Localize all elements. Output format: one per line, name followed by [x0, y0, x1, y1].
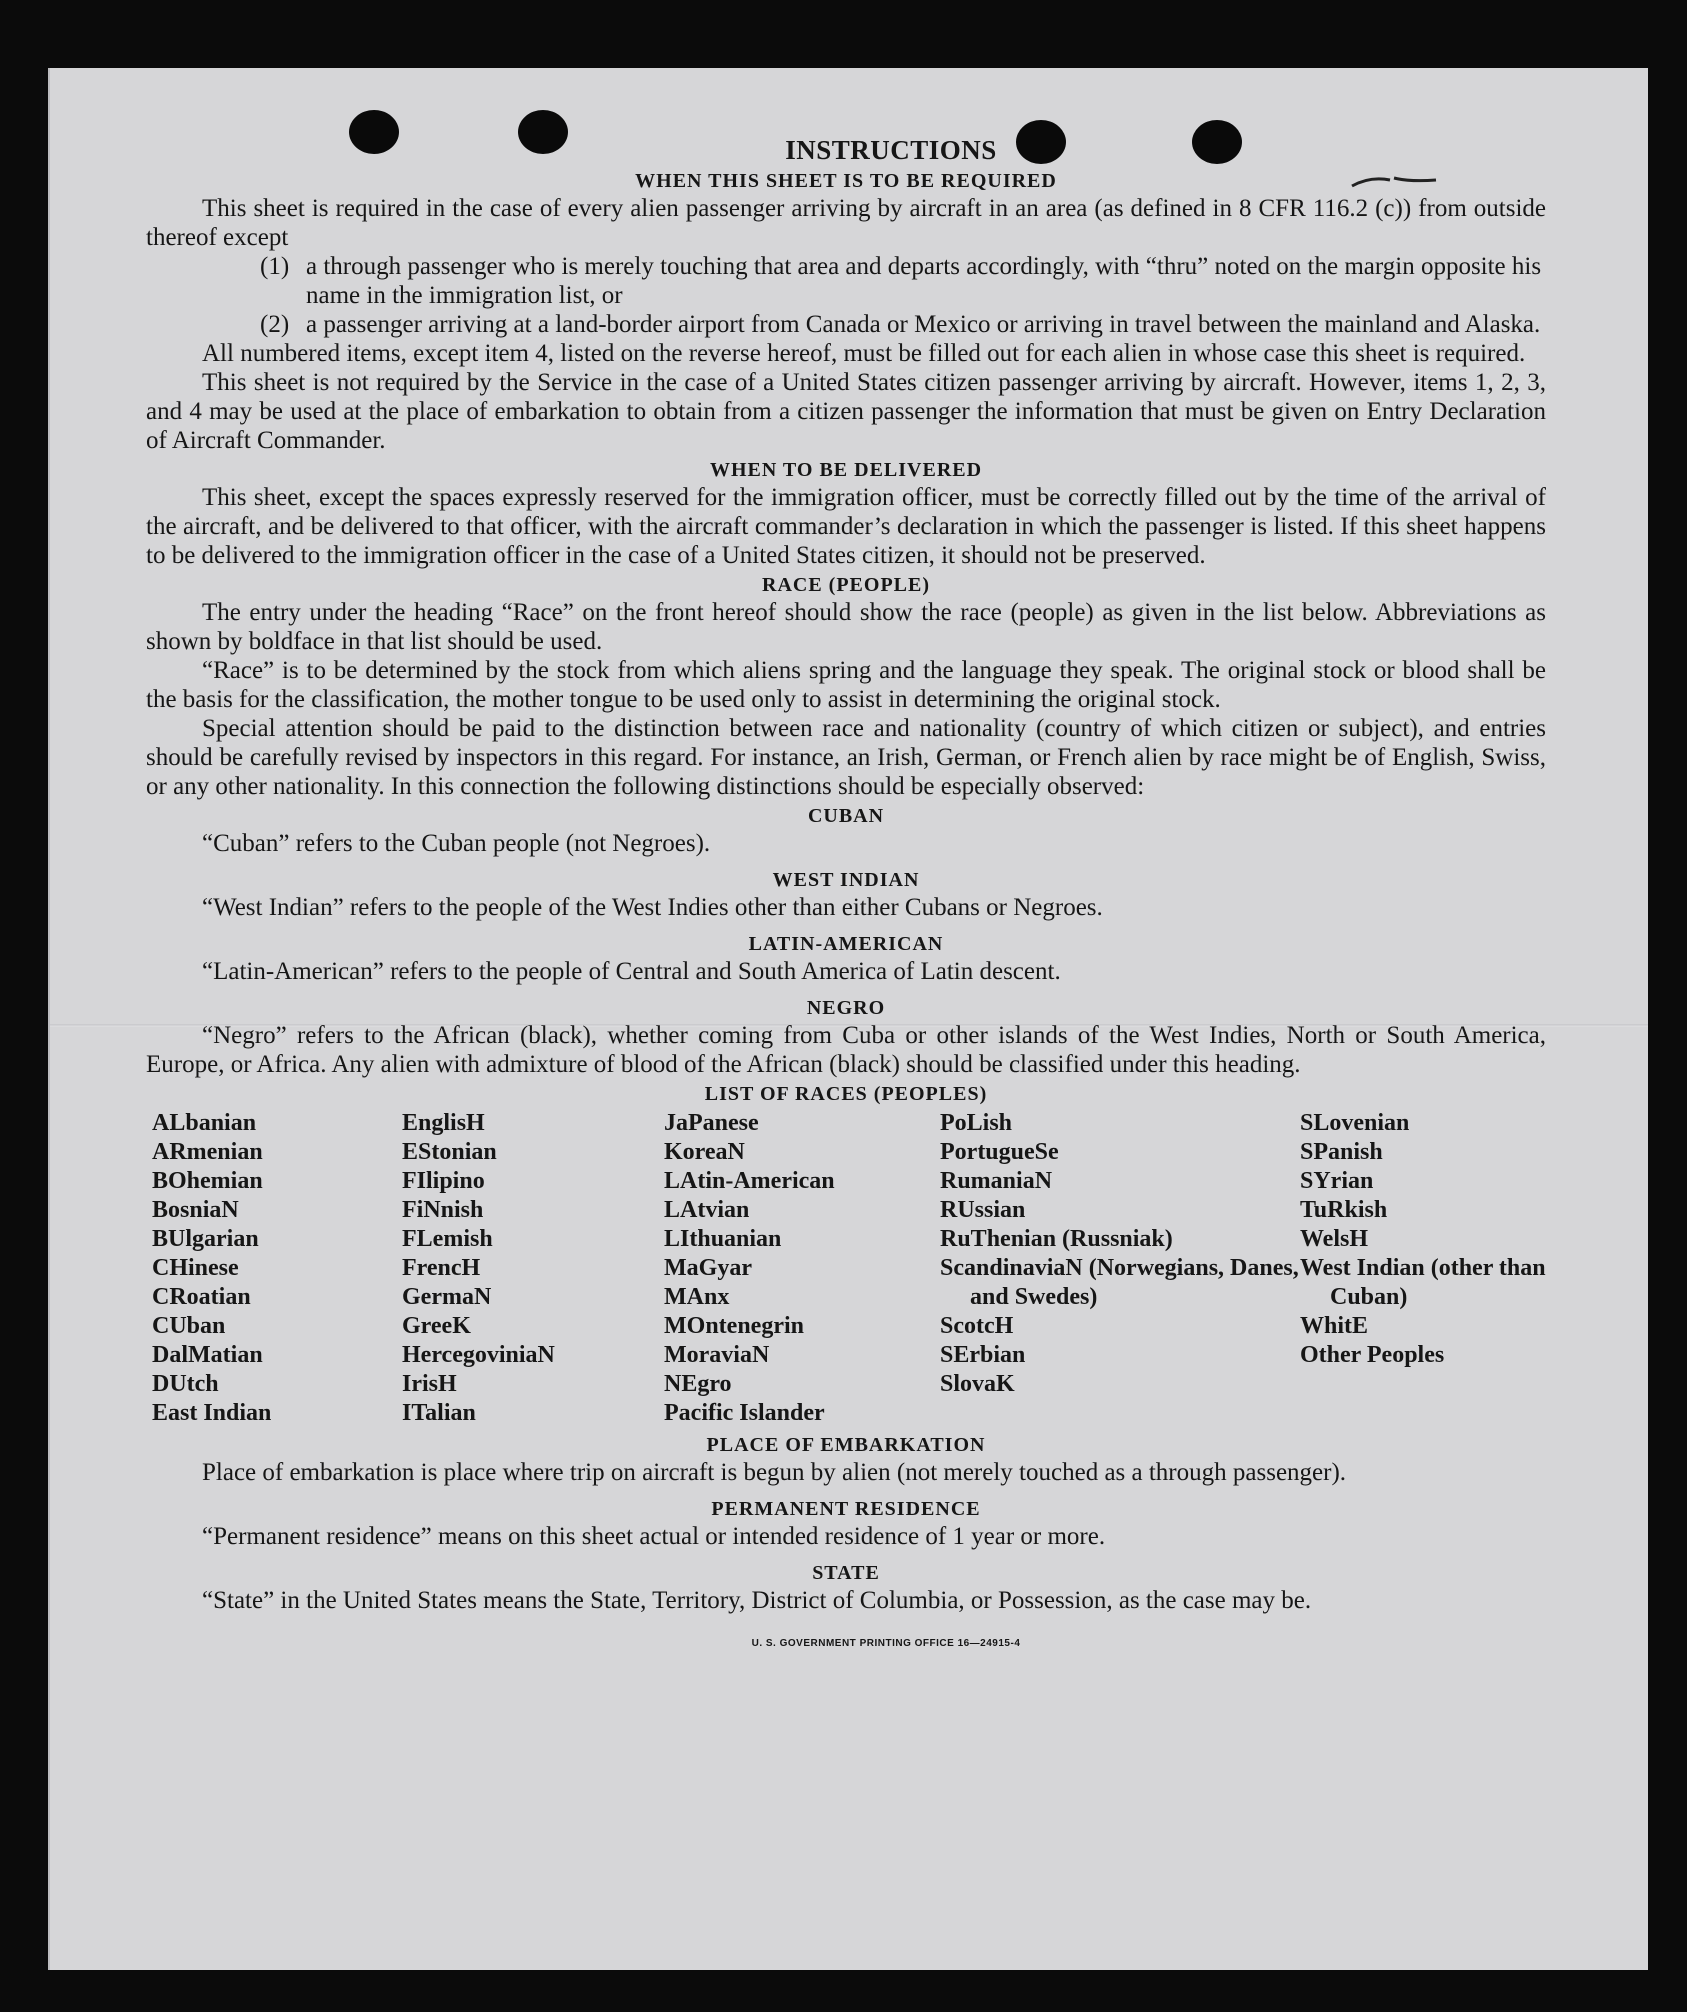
- list-item: CHinese: [152, 1255, 239, 1281]
- list-item: DalMatian: [152, 1342, 263, 1368]
- list-item: SErbian: [940, 1342, 1026, 1368]
- list-item: LAtin-American: [664, 1168, 835, 1194]
- section-heading-list-of-races: LIST OF RACES (PEOPLES): [704, 1083, 988, 1105]
- section-heading-state: STATE: [812, 1562, 880, 1584]
- list-item: BUlgarian: [152, 1226, 259, 1252]
- paragraph: “Latin-American” refers to the people of Central and South America of Latin descent.: [202, 958, 1061, 985]
- paragraph: Special attention should be paid to the distinction between race and nationality (country of which citizen or subject), and entries should be carefully revised by inspectors in this regard. For instance, an Irish, German, or French alien by race might be of English, Swiss, or any other nationality. In this connection the following distinctions should be especially observed:: [146, 715, 1546, 800]
- section-heading-cuban: CUBAN: [807, 805, 885, 827]
- races-column: [664, 1109, 940, 1428]
- list-item: DUtch: [152, 1371, 219, 1397]
- list-item: WhitE: [1300, 1313, 1369, 1339]
- list-item: RuThenian (Russniak): [940, 1226, 1173, 1252]
- list-item: Other Peoples: [1300, 1342, 1445, 1368]
- list-item: CRoatian: [152, 1284, 251, 1310]
- paragraph: This sheet is required in the case of every alien passenger arriving by aircraft in an area (as defined in 8 CFR 116.2 (c)) from outside thereof except: [146, 195, 1546, 251]
- list-item: JaPanese: [664, 1110, 759, 1136]
- list-item: ScotcH: [940, 1313, 1014, 1339]
- paragraph: Place of embarkation is place where trip on aircraft is begun by alien (not merely touched as a through passenger).: [202, 1459, 1347, 1486]
- paragraph: “Negro” refers to the African (black), whether coming from Cuba or other islands of the West Indies, North or South America, Europe, or Africa. Any alien with admixture of blood of the African (black) should be classified under this heading.: [146, 1022, 1546, 1078]
- list-item: HercegoviniaN: [402, 1342, 555, 1368]
- list-item: BosniaN: [152, 1197, 239, 1223]
- paragraph: “State” in the United States means the State, Territory, District of Columbia, or Possession, as the case may be.: [202, 1587, 1312, 1614]
- list-item: KoreaN: [664, 1139, 745, 1165]
- item-text: a through passenger who is merely touching that area and departs accordingly, with “thru” noted on the margin opposite his name in the immigration list, or: [306, 253, 1542, 309]
- list-item: MOntenegrin: [664, 1313, 804, 1339]
- document-sheet: [48, 68, 1648, 1970]
- list-item: MAnx: [664, 1284, 730, 1310]
- printer-imprint: U. S. GOVERNMENT PRINTING OFFICE 16—24915-4: [751, 1638, 1021, 1649]
- section-heading-required: WHEN THIS SHEET IS TO BE REQUIRED: [635, 170, 1057, 192]
- list-item: EnglisH: [402, 1110, 485, 1136]
- paragraph: The entry under the heading “Race” on the front hereof should show the race (people) as given in the list below. Abbreviations as shown by boldface in that list should be used.: [146, 599, 1546, 655]
- paragraph: This sheet, except the spaces expressly reserved for the immigration officer, must be correctly filled out by the time of the arrival of the aircraft, and be delivered to that officer, with the aircraft commander’s declaration in which the passenger is listed. If this sheet happens to be delivered to the immigration officer in the case of a United States citizen, it should not be preserved.: [146, 484, 1546, 569]
- list-item: TuRkish: [1300, 1197, 1388, 1223]
- list-item: BOhemian: [152, 1168, 263, 1194]
- list-item: EStonian: [402, 1139, 497, 1165]
- paragraph: “Cuban” refers to the Cuban people (not Negroes).: [202, 830, 711, 857]
- races-column: [940, 1109, 1300, 1428]
- list-item: SPanish: [1300, 1139, 1383, 1165]
- list-item: SLovenian: [1300, 1110, 1410, 1136]
- list-item: ScandinaviaN (Norwegians, Danes, and Swedes): [940, 1255, 1299, 1310]
- list-item: ALbanian: [152, 1110, 257, 1136]
- section-heading-embarkation: PLACE OF EMBARKATION: [706, 1434, 986, 1456]
- list-item: MoraviaN: [664, 1342, 770, 1368]
- list-item: PortugueSe: [940, 1139, 1059, 1165]
- list-item: CUban: [152, 1313, 226, 1339]
- item-number: (2): [260, 311, 290, 338]
- list-item: [260, 310, 1546, 339]
- list-item: FLemish: [402, 1226, 493, 1252]
- list-item: East Indian: [152, 1400, 272, 1426]
- section-heading-residence: PERMANENT RESIDENCE: [711, 1498, 981, 1520]
- list-item: FIlipino: [402, 1168, 485, 1194]
- list-item: ARmenian: [152, 1139, 263, 1165]
- section-heading-west-indian: WEST INDIAN: [772, 869, 920, 891]
- list-item: ITalian: [402, 1400, 476, 1426]
- paragraph: “Race” is to be determined by the stock from which aliens spring and the language they speak. The original stock or blood shall be the basis for the classification, the mother tongue to be used only to assist in determining the original stock.: [146, 657, 1546, 713]
- list-item: NEgro: [664, 1371, 732, 1397]
- paragraph: This sheet is not required by the Service in the case of a United States citizen passenger arriving by aircraft. However, items 1, 2, 3, and 4 may be used at the place of embarkation to obtain from a citizen passenger the information that must be given on Entry Declaration of Aircraft Commander.: [146, 369, 1546, 454]
- list-item: FrencH: [402, 1255, 481, 1281]
- list-item: West Indian (other than Cuban): [1300, 1255, 1546, 1310]
- item-text: a passenger arriving at a land-border airport from Canada or Mexico or arriving in travel between the mainland and Alaska.: [306, 311, 1541, 338]
- paragraph: “Permanent residence” means on this sheet actual or intended residence of 1 year or more.: [202, 1523, 1106, 1550]
- list-item: RumaniaN: [940, 1168, 1053, 1194]
- list-item: SYrian: [1300, 1168, 1374, 1194]
- races-list: [152, 1109, 1546, 1428]
- list-item: Pacific Islander: [664, 1400, 825, 1426]
- list-item: GermaN: [402, 1284, 492, 1310]
- list-item: IrisH: [402, 1371, 457, 1397]
- list-item: LAtvian: [664, 1197, 750, 1223]
- races-column: [402, 1109, 664, 1428]
- section-heading-delivered: WHEN TO BE DELIVERED: [709, 459, 983, 481]
- list-item: PoLish: [940, 1110, 1013, 1136]
- paragraph: “West Indian” refers to the people of the West Indies other than either Cubans or Negroes.: [202, 894, 1103, 921]
- list-item: WelsH: [1300, 1226, 1369, 1252]
- item-number: (1): [260, 253, 290, 280]
- list-item: SlovaK: [940, 1371, 1015, 1397]
- list-item: RUssian: [940, 1197, 1026, 1223]
- section-heading-race: RACE (PEOPLE): [762, 574, 930, 596]
- list-item: LIthuanian: [664, 1226, 782, 1252]
- instructions-body: [146, 134, 1546, 1658]
- page-title: INSTRUCTIONS: [785, 135, 997, 165]
- list-item: GreeK: [402, 1313, 471, 1339]
- paragraph: All numbered items, except item 4, listed on the reverse hereof, must be filled out for each alien in whose case this sheet is required.: [202, 340, 1526, 367]
- list-item: FiNnish: [402, 1197, 484, 1223]
- list-item: [260, 252, 1546, 310]
- section-heading-latin-american: LATIN-AMERICAN: [748, 933, 944, 955]
- list-item: MaGyar: [664, 1255, 752, 1281]
- races-column: [1300, 1109, 1552, 1428]
- races-column: [152, 1109, 402, 1428]
- section-heading-negro: NEGRO: [806, 997, 886, 1019]
